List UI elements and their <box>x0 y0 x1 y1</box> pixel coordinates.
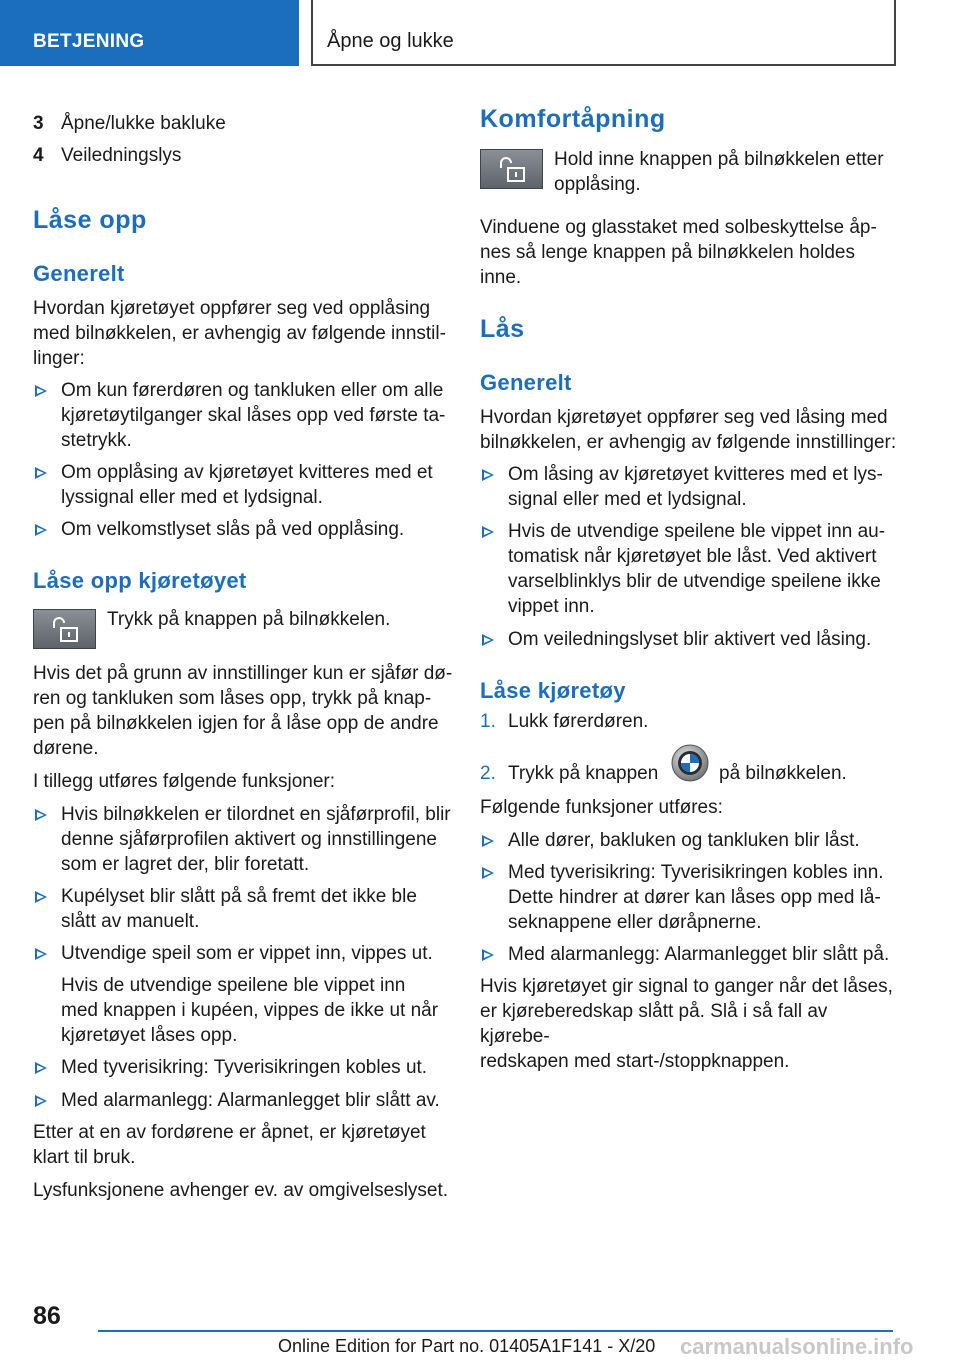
paragraph-general-lock <box>480 405 900 455</box>
text-line: Hvordan kjøretøyet oppfører seg ved opplåsing <box>33 298 431 319</box>
text-line: Hvis kjøretøyet gir signal to ganger når det låses, <box>480 976 893 997</box>
heading-lock-vehicle: Låse kjøretøy <box>480 678 626 703</box>
text-line: kjøretøyet låses opp. <box>61 1025 238 1046</box>
unlock-press-text: Trykk på knappen på bilnøkkelen. <box>107 609 391 630</box>
heading-unlock: Låse opp <box>33 206 147 234</box>
text-line: Om velkomstlyset slås på ved opplåsing. <box>61 519 405 540</box>
bullet-triangle-icon <box>482 634 494 646</box>
step-number: 1. <box>480 711 496 732</box>
text-line: vippet inn. <box>508 596 595 617</box>
bullet-triangle-icon <box>35 948 47 960</box>
heading-lock: Lås <box>480 315 525 343</box>
text-line: Om låsing av kjøretøyet kvitteres med et lys- <box>508 464 883 485</box>
bullet-triangle-icon <box>35 1062 47 1074</box>
text-line: Hvis bilnøkkelen er tilordnet en sjåførprofil, blir <box>61 804 451 825</box>
text-line: redskapen med start-/stoppknappen. <box>480 1051 790 1072</box>
text-line: signal eller med et lydsignal. <box>508 489 747 510</box>
heading-unlock-vehicle: Låse opp kjøretøyet <box>33 568 247 593</box>
header-title-box <box>311 0 896 66</box>
paragraph-signal <box>480 974 900 1074</box>
text-line: opplåsing. <box>554 174 641 195</box>
heading-comfort-opening: Komfortåpning <box>480 105 666 133</box>
bullet-triangle-icon <box>35 385 47 397</box>
bullet-triangle-icon <box>482 469 494 481</box>
bullet-triangle-icon <box>35 467 47 479</box>
bullet-triangle-icon <box>35 524 47 536</box>
text-line: som er lagret der, blir foretatt. <box>61 854 310 875</box>
text-line: Kupélyset blir slått på så fremt det ikke ble <box>61 886 417 907</box>
text-line: lyssignal eller med et lydsignal. <box>61 487 323 508</box>
text-line: Hvis de utvendige speilene ble vippet inn <box>61 975 406 996</box>
text-line: Etter at en av fordørene er åpnet, er kjøretøyet <box>33 1122 426 1143</box>
text-line: Hvis det på grunn av innstillinger kun er sjåfør dø- <box>33 663 453 684</box>
text-line: varselblinklys blir de utvendige speilene ikke <box>508 571 881 592</box>
text-line: linger: <box>33 348 85 369</box>
bullet-triangle-icon <box>35 1095 47 1107</box>
unlock-button-image <box>33 609 96 649</box>
text-line: Dette hindrer at dører kan låses opp med lå- <box>508 887 881 908</box>
heading-general-lock: Generelt <box>480 370 572 395</box>
text-line: Med tyverisikring: Tyverisikringen kobles ut. <box>61 1057 428 1078</box>
bmw-key-button-icon <box>671 744 709 782</box>
bullet-triangle-icon <box>35 809 47 821</box>
text-line: Med alarmanlegg: Alarmanlegget blir slått av. <box>61 1090 440 1111</box>
text-line: klart til bruk. <box>33 1147 136 1168</box>
text-line: inne. <box>480 267 522 288</box>
paragraph-windows <box>480 215 900 290</box>
item-number: 4 <box>33 145 44 166</box>
bullet-triangle-icon <box>35 891 47 903</box>
step-text-continued: på bilnøkkelen. <box>719 763 847 784</box>
header-title: Åpne og lukke <box>327 30 454 52</box>
step-number: 2. <box>480 763 496 784</box>
text-line: dørene. <box>33 738 99 759</box>
text-line: med bilnøkkelen, er avhengig av følgende innstil- <box>33 323 446 344</box>
text-line: kjøretøytilganger skal låses opp ved første ta- <box>61 405 446 426</box>
item-number: 3 <box>33 113 44 134</box>
heading-general-unlock: Generelt <box>33 261 125 286</box>
text-line: tomatisk når kjøretøyet ble låst. Ved aktivert <box>508 546 877 567</box>
unlock-icon <box>52 617 80 643</box>
step-text: Trykk på knappen <box>508 763 659 784</box>
text-line: Alle dører, bakluken og tankluken blir låst. <box>508 830 860 851</box>
text-line: pen på bilnøkkelen igjen for å låse opp de andre <box>33 713 439 734</box>
item-text: Åpne/lukke bakluke <box>61 113 226 134</box>
text-line: Hvis de utvendige speilene ble vippet inn au- <box>508 521 886 542</box>
text-line: Utvendige speil som er vippet inn, vippes ut. <box>61 943 433 964</box>
footer-edition: Online Edition for Part no. 01405A1F141 - X/20 <box>278 1336 656 1356</box>
bullet-triangle-icon <box>482 949 494 961</box>
text-line: Om veiledningslyset blir aktivert ved låsing. <box>508 629 872 650</box>
text-line: seknappene eller døråpnerne. <box>508 912 762 933</box>
paragraph-following: Følgende funksjoner utføres: <box>480 797 723 818</box>
page-number: 86 <box>33 1302 61 1330</box>
watermark-text: carmanualsonline.info <box>680 1334 914 1359</box>
paragraph-ready <box>33 1120 453 1170</box>
text-line: Hvordan kjøretøyet oppfører seg ved låsing med <box>480 407 888 428</box>
bullet-triangle-icon <box>482 526 494 538</box>
paragraph-also: I tillegg utføres følgende funksjoner: <box>33 771 336 792</box>
item-text: Veiledningslys <box>61 145 182 166</box>
paragraph-light: Lysfunksjonene avhenger ev. av omgivelseslyset. <box>33 1180 449 1201</box>
unlock-button-image <box>480 149 543 189</box>
text-line: Hold inne knappen på bilnøkkelen etter <box>554 149 884 170</box>
unlock-icon <box>499 157 527 183</box>
text-line: er kjøreberedskap slått på. Slå i så fall av kjørebe- <box>480 1001 828 1047</box>
paragraph-general-unlock <box>33 296 453 371</box>
text-line: Vinduene og glasstaket med solbeskyttelse åp- <box>480 217 877 238</box>
header-section-tab <box>0 0 299 66</box>
comfort-press-text <box>554 147 900 197</box>
text-line: nes så lenge knappen på bilnøkkelen holdes <box>480 242 855 263</box>
text-line: slått av manuelt. <box>61 911 200 932</box>
text-line: stetrykk. <box>61 430 132 451</box>
footer-divider <box>98 1330 893 1332</box>
bullet-triangle-icon <box>482 867 494 879</box>
text-line: med knappen i kupéen, vippes de ikke ut når <box>61 1000 439 1021</box>
text-line: Med tyverisikring: Tyverisikringen kobles inn. <box>508 862 884 883</box>
text-line: Om opplåsing av kjøretøyet kvitteres med et <box>61 462 433 483</box>
step-text: Lukk førerdøren. <box>508 711 649 732</box>
text-line: ren og tankluken som låses opp, trykk på knap- <box>33 688 432 709</box>
text-line: Om kun førerdøren og tankluken eller om alle <box>61 380 444 401</box>
bullet-triangle-icon <box>482 835 494 847</box>
header-section-label: BETJENING <box>33 31 145 52</box>
text-line: denne sjåførprofilen aktivert og innstillingene <box>61 829 437 850</box>
paragraph-driver <box>33 661 453 761</box>
text-line: Med alarmanlegg: Alarmanlegget blir slått på. <box>508 944 890 965</box>
text-line: bilnøkkelen, er avhengig av følgende innstillinger: <box>480 432 897 453</box>
paragraph-mirror <box>61 973 453 1048</box>
